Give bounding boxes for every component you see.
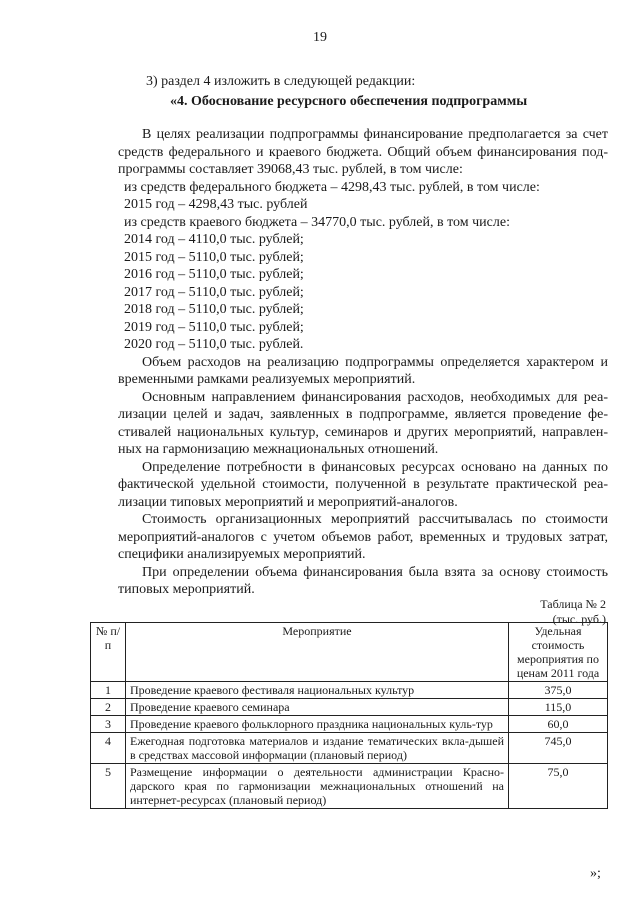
- paragraph-direction: Основным направлением финансирования расходов, необходимых для реа-лизации целей и задач, заявленных в подпрограмме, является проведение фе-стивалей национальных культур, семинаров и других мероприятий, направлен-ных на гармонизацию межнациональных отношений.: [118, 389, 608, 457]
- paragraph-cost: Стоимость организационных мероприятий рассчитывалась по стоимости мероприятий-аналогов с учетом объемов работ, временных и трудовых затрат, специфики анализируемых мероприятий.: [118, 512, 608, 562]
- paragraph-basis: При определении объема финансирования была взята за основу стоимость типовых мероприятий.: [118, 564, 608, 597]
- row-num: 1: [91, 682, 126, 699]
- row-cost: 745,0: [509, 733, 608, 764]
- table-row: [91, 733, 608, 764]
- table-row: [91, 682, 608, 699]
- section-heading: «4. Обоснование ресурсного обеспечения подпрограммы: [170, 94, 528, 109]
- header-cost: Удельная стоимость мероприятия по ценам 2011 года: [509, 623, 608, 682]
- row-name: Проведение краевого фестиваля национальных культур: [126, 682, 509, 699]
- paragraph-needs: Определение потребности в финансовых ресурсах основано на данных по фактической удельной стоимости, полученной в результате практической реа-лизации типовых мероприятий и мероприятий-аналогов.: [118, 459, 608, 510]
- row-name: Ежегодная подготовка материалов и издание тематических вкла-дышей в средствах массовой информации (плановый период): [126, 733, 509, 764]
- row-name: Размещение информации о деятельности администрации Красно-дарского края по гармонизации межнациональных отношений на интернет-ресурсах (плановый период): [126, 764, 509, 809]
- page-number: 19: [313, 30, 327, 45]
- regional-year-2020: 2020 год – 5110,0 тыс. рублей.: [124, 337, 304, 352]
- row-num: 5: [91, 764, 126, 809]
- paragraph-financing: В целях реализации подпрограммы финансирование предполагается за счет средств федерального и краевого бюджета. Общий объем финансирования под-программы составляет 39068,43 тыс. рублей, в том числе:: [118, 127, 608, 177]
- row-cost: 60,0: [509, 716, 608, 733]
- header-name: Мероприятие: [126, 623, 509, 682]
- regional-year-2016: 2016 год – 5110,0 тыс. рублей;: [124, 267, 304, 282]
- regional-year-2014: 2014 год – 4110,0 тыс. рублей;: [124, 232, 304, 247]
- table-caption: Таблица № 2: [540, 597, 606, 611]
- row-num: 4: [91, 733, 126, 764]
- regional-year-2017: 2017 год – 5110,0 тыс. рублей;: [124, 284, 304, 300]
- paragraph-expenses: Объем расходов на реализацию подпрограммы определяется характером и временными рамками реализуемых мероприятий.: [118, 354, 608, 387]
- federal-year-2015: 2015 год – 4298,43 тыс. рублей: [124, 197, 308, 212]
- row-cost: 115,0: [509, 699, 608, 716]
- regional-budget-line: из средств краевого бюджета – 34770,0 тыс. рублей, в том числе:: [124, 214, 510, 230]
- regional-year-2019: 2019 год – 5110,0 тыс. рублей;: [124, 319, 304, 335]
- cost-table: [90, 622, 608, 809]
- row-name: Проведение краевого семинара: [126, 699, 509, 716]
- section-intro: 3) раздел 4 изложить в следующей редакции:: [146, 74, 416, 89]
- document-body: [118, 126, 608, 599]
- regional-year-2015: 2015 год – 5110,0 тыс. рублей;: [124, 249, 304, 265]
- table-row: [91, 764, 608, 809]
- closing-quote: »;: [590, 866, 601, 881]
- table-units: (тыс. руб.): [552, 612, 606, 626]
- table-row: [91, 699, 608, 716]
- row-cost: 75,0: [509, 764, 608, 809]
- federal-budget-line: из средств федерального бюджета – 4298,43 тыс. рублей, в том числе:: [124, 179, 540, 195]
- row-num: 2: [91, 699, 126, 716]
- regional-year-2018: 2018 год – 5110,0 тыс. рублей;: [124, 302, 304, 317]
- table-header-row: [91, 623, 608, 682]
- row-name: Проведение краевого фольклорного праздника национальных куль-тур: [126, 716, 509, 733]
- table-row: [91, 716, 608, 733]
- header-num: № п/п: [91, 623, 126, 682]
- row-num: 3: [91, 716, 126, 733]
- row-cost: 375,0: [509, 682, 608, 699]
